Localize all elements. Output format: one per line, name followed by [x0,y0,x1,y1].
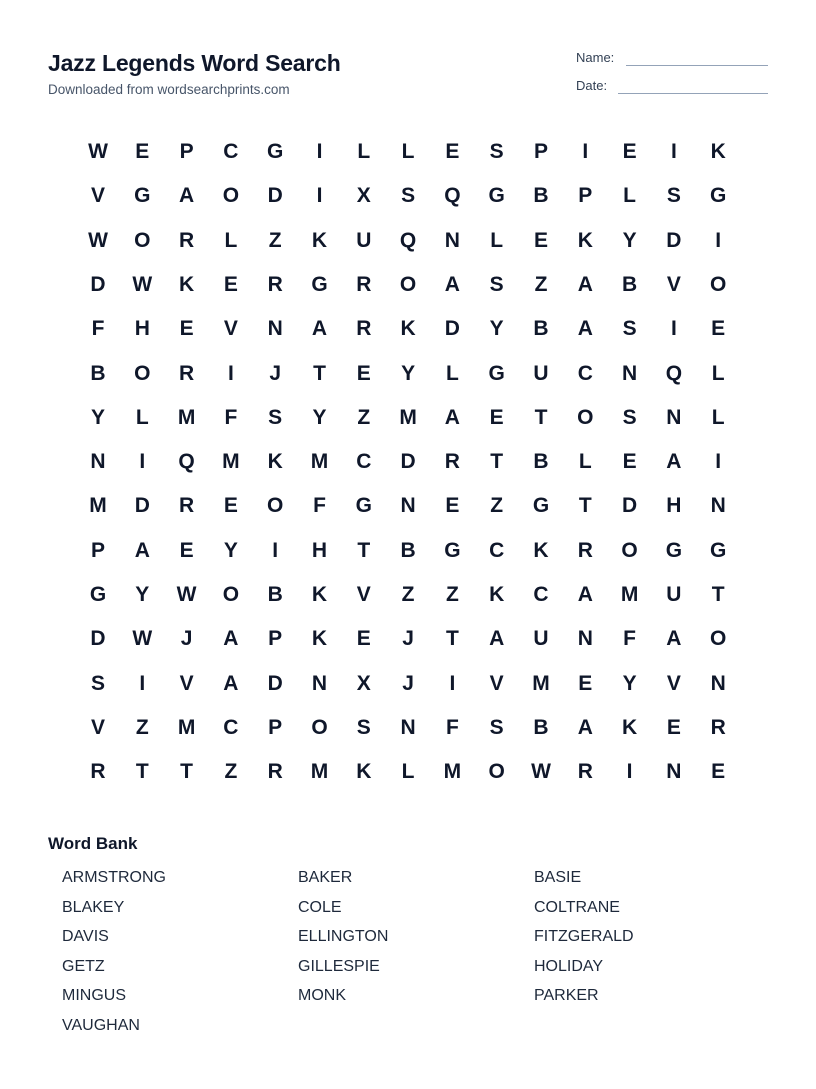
grid-letter[interactable]: D [90,627,106,651]
grid-letter[interactable]: O [134,361,151,385]
grid-letter[interactable]: I [227,361,234,385]
grid-letter[interactable]: Z [490,494,504,518]
grid-letter[interactable]: U [533,361,549,385]
grid-letter[interactable]: W [176,583,197,606]
grid-letter[interactable]: C [356,450,372,474]
grid-letter[interactable]: X [356,184,371,208]
grid-letter[interactable]: F [623,627,636,651]
word-bank-item: PARKER [534,987,599,1005]
grid-letter[interactable]: N [710,671,726,695]
grid-letter[interactable]: S [489,272,504,296]
grid-letter[interactable]: Z [357,405,371,429]
grid-letter[interactable]: T [711,583,725,606]
grid-letter[interactable]: E [622,450,637,474]
grid-letter[interactable]: K [179,272,195,296]
grid-letter[interactable]: A [134,538,150,562]
grid-letter[interactable]: H [666,494,682,518]
grid-letter[interactable]: I [272,538,279,562]
grid-letter[interactable]: G [710,184,727,208]
grid-letter[interactable]: J [402,627,414,651]
grid-letter[interactable]: V [489,671,504,695]
grid-letter[interactable]: G [710,538,727,562]
grid-letter[interactable]: C [577,361,593,385]
grid-letter[interactable]: F [224,405,238,429]
grid-letter[interactable]: C [489,538,505,562]
grid-letter[interactable]: E [445,140,460,163]
grid-letter[interactable]: L [711,405,725,429]
grid-letter[interactable]: H [311,538,328,562]
grid-letter[interactable]: B [533,450,549,474]
grid-letter[interactable]: B [533,715,549,739]
name-field[interactable] [576,50,768,68]
grid-letter[interactable]: D [267,184,283,208]
grid-letter[interactable]: O [710,627,727,651]
grid-letter[interactable]: K [710,140,726,163]
grid-letter[interactable]: C [223,715,239,739]
date-line[interactable] [618,93,768,94]
grid-letter[interactable]: V [666,671,681,695]
grid-letter[interactable]: E [711,760,726,784]
grid-letter[interactable]: O [577,405,594,429]
grid-letter[interactable]: E [666,715,681,739]
grid-letter[interactable]: N [710,494,726,518]
grid-letter[interactable]: Y [135,583,150,606]
grid-letter[interactable]: W [132,627,153,651]
word-bank-item: GILLESPIE [298,957,380,975]
grid-letter[interactable]: A [489,627,505,651]
grid-letter[interactable]: V [90,715,105,739]
grid-letter[interactable]: M [222,450,240,474]
grid-letter[interactable]: M [620,583,639,606]
grid-letter[interactable]: B [400,538,416,562]
grid-letter[interactable]: N [622,361,638,385]
grid-letter[interactable]: J [269,361,282,385]
grid-letter[interactable]: R [179,494,195,518]
grid-letter[interactable]: G [488,361,505,385]
word-bank-item: HOLIDAY [534,957,604,975]
grid-letter[interactable]: V [356,583,371,606]
grid-letter[interactable]: Z [135,715,149,739]
word-bank-item: COLE [298,898,342,916]
grid-letter[interactable]: J [402,671,414,695]
grid-letter[interactable]: G [488,184,505,208]
grid-letter[interactable]: I [626,760,633,784]
grid-letter[interactable]: K [311,583,328,606]
grid-letter[interactable]: E [223,272,238,296]
grid-letter[interactable]: A [223,671,239,695]
grid-letter[interactable]: G [311,272,328,296]
grid-letter[interactable]: F [445,715,459,739]
grid-letter[interactable]: B [90,361,106,385]
grid-letter[interactable]: G [134,184,151,208]
grid-letter[interactable]: N [666,760,682,784]
grid-letter[interactable]: L [711,361,725,385]
grid-letter[interactable]: V [179,671,194,695]
grid-letter[interactable]: K [311,627,328,651]
grid-letter[interactable]: I [449,671,456,695]
grid-letter[interactable]: K [577,228,593,252]
grid-letter[interactable]: E [622,140,637,163]
grid-letter[interactable]: C [533,583,549,606]
grid-letter[interactable]: D [134,494,150,518]
grid-letter[interactable]: S [401,184,416,208]
page-subtitle: Downloaded from wordsearchprints.com [48,82,290,97]
grid-letter[interactable]: A [311,317,328,341]
grid-letter[interactable]: P [268,627,283,651]
grid-letter[interactable]: G [89,583,107,606]
grid-letter[interactable]: M [89,494,107,518]
grid-letter[interactable]: O [222,184,240,208]
word-bank-item: ELLINGTON [298,928,389,946]
grid-letter[interactable]: I [670,317,677,341]
grid-letter[interactable]: N [400,494,416,518]
grid-letter[interactable]: Q [444,184,461,208]
grid-letter[interactable]: A [577,272,593,296]
grid-letter[interactable]: K [267,450,283,474]
grid-letter[interactable]: R [577,760,593,784]
grid-letter[interactable]: G [665,538,683,562]
grid-letter[interactable]: F [91,317,105,341]
grid-letter[interactable]: B [622,272,638,296]
grid-letter[interactable]: S [356,715,371,739]
word-bank-item: BASIE [534,869,582,886]
word-bank-item: DAVIS [62,928,109,946]
grid-letter[interactable]: S [489,140,504,163]
grid-letter[interactable]: Y [622,671,637,695]
grid-letter[interactable]: B [267,583,283,606]
grid-letter[interactable]: L [357,140,371,163]
word-bank-item: ARMSTRONG [62,869,166,886]
grid-letter[interactable]: N [444,228,460,252]
grid-letter[interactable]: M [177,715,196,739]
grid-letter[interactable]: R [444,450,460,474]
grid-letter[interactable]: E [711,317,726,341]
grid-letter[interactable]: N [666,405,682,429]
grid-letter[interactable]: O [488,760,505,784]
grid-letter[interactable]: K [400,317,416,341]
grid-letter[interactable]: Y [90,405,105,429]
grid-letter[interactable]: A [223,627,239,651]
grid-letter[interactable]: S [666,184,681,208]
grid-letter[interactable]: D [400,450,416,474]
grid-letter[interactable]: Q [665,361,683,385]
grid-letter[interactable]: A [179,184,195,208]
grid-letter[interactable]: Y [312,405,327,429]
grid-letter[interactable]: P [578,184,593,208]
grid-letter[interactable]: D [666,228,682,252]
grid-letter[interactable]: B [533,317,549,341]
grid-letter[interactable]: T [313,361,326,385]
grid-letter[interactable]: R [267,760,283,784]
grid-letter[interactable]: F [313,494,326,518]
grid-letter[interactable]: R [179,361,195,385]
grid-letter[interactable]: O [621,538,638,562]
grid-letter[interactable]: Y [489,317,504,341]
grid-letter[interactable]: I [715,450,722,474]
grid-letter[interactable]: D [444,317,460,341]
grid-letter[interactable]: N [90,450,106,474]
grid-letter[interactable]: I [582,140,589,163]
grid-letter[interactable]: V [90,184,105,208]
word-bank-item: VAUGHAN [62,1017,140,1034]
grid-letter[interactable]: O [311,715,328,739]
page-title: Jazz Legends Word Search [48,50,341,76]
grid-letter[interactable]: M [443,760,462,784]
grid-letter[interactable]: S [622,317,637,341]
grid-letter[interactable]: Q [399,228,417,252]
grid-letter[interactable]: O [710,272,727,296]
grid-letter[interactable]: V [666,272,681,296]
grid-letter[interactable]: S [622,405,637,429]
grid-letter[interactable]: Y [401,361,416,385]
grid-letter[interactable]: E [179,317,194,341]
grid-letter[interactable]: M [399,405,417,429]
grid-letter[interactable]: U [356,228,372,252]
date-label: Date: [576,78,608,93]
grid-letter[interactable]: X [356,671,371,695]
grid-letter[interactable]: I [316,184,323,208]
grid-letter[interactable]: I [715,228,722,252]
grid-letter[interactable]: M [310,450,329,474]
grid-letter[interactable]: D [622,494,638,518]
grid-letter[interactable]: R [356,317,372,341]
grid-letter[interactable]: H [134,317,150,341]
grid-letter[interactable]: I [139,450,146,474]
word-bank-item: MONK [298,987,346,1005]
grid-letter[interactable]: K [311,228,328,252]
grid-letter[interactable]: A [577,583,593,606]
grid-letter[interactable]: D [267,671,283,695]
word-bank-title: Word Bank [48,834,138,853]
grid-letter[interactable]: E [578,671,593,695]
grid-letter[interactable]: G [355,494,372,518]
grid-letter[interactable]: S [268,405,283,429]
grid-letter[interactable]: W [88,140,108,163]
grid-letter[interactable]: L [224,228,238,252]
grid-letter[interactable]: Z [534,272,548,296]
letter-grid [76,130,740,794]
grid-letter[interactable]: P [90,538,105,562]
grid-letter[interactable]: W [531,760,551,784]
grid-letter[interactable]: O [399,272,417,296]
grid-letter[interactable]: K [622,715,638,739]
grid-letter[interactable]: S [489,715,504,739]
grid-letter[interactable]: W [88,228,108,252]
grid-letter[interactable]: I [316,140,323,163]
word-bank-item: FITZGERALD [534,928,634,946]
grid-letter[interactable]: T [445,627,459,651]
grid-letter[interactable]: L [135,405,149,429]
grid-letter[interactable]: A [444,272,460,296]
grid-letter[interactable]: Z [401,583,415,606]
grid-letter[interactable]: N [400,715,416,739]
grid-letter[interactable]: L [401,140,415,163]
grid-letter[interactable]: Z [268,228,282,252]
grid-letter[interactable]: T [135,760,149,784]
grid-letter[interactable]: L [401,760,415,784]
grid-letter[interactable]: K [489,583,505,606]
grid-letter[interactable]: T [490,450,504,474]
grid-letter[interactable]: I [670,140,677,163]
grid-letter[interactable]: T [180,760,193,784]
grid-letter[interactable]: R [710,715,726,739]
grid-letter[interactable]: A [444,405,460,429]
grid-letter[interactable]: Y [223,538,238,562]
grid-letter[interactable]: M [310,760,329,784]
grid-letter[interactable]: Z [445,583,459,606]
grid-letter[interactable]: A [666,627,682,651]
grid-letter[interactable]: E [533,228,548,252]
name-label: Name: [576,50,615,65]
grid-letter[interactable]: E [445,494,460,518]
grid-letter[interactable]: P [533,140,548,163]
grid-letter[interactable]: L [490,228,504,252]
date-field[interactable] [576,78,768,96]
grid-letter[interactable]: E [179,538,194,562]
grid-letter[interactable]: M [532,671,550,695]
grid-letter[interactable]: I [139,671,146,695]
grid-letter[interactable]: Z [224,760,238,784]
word-bank-item: GETZ [62,957,105,975]
grid-letter[interactable]: U [533,627,549,651]
grid-letter[interactable]: Q [178,450,195,474]
grid-letter[interactable]: N [577,627,593,651]
grid-letter[interactable]: L [578,450,592,474]
grid-letter[interactable]: B [533,184,549,208]
grid-letter[interactable]: P [179,140,194,163]
word-bank-item: BAKER [298,869,353,886]
grid-letter[interactable]: R [267,272,283,296]
grid-letter[interactable]: E [356,627,371,651]
grid-letter[interactable]: G [267,140,284,163]
grid-letter[interactable]: R [179,228,195,252]
grid-letter[interactable]: W [132,272,153,296]
grid-letter[interactable]: E [356,361,371,385]
grid-letter[interactable]: Y [622,228,637,252]
grid-letter[interactable]: T [534,405,548,429]
grid-letter[interactable]: K [356,760,372,784]
grid-letter[interactable]: T [357,538,371,562]
word-bank-item: COLTRANE [534,898,620,916]
grid-letter[interactable]: N [311,671,328,695]
grid-letter[interactable]: R [356,272,372,296]
grid-letter[interactable]: S [90,671,105,695]
grid-letter[interactable]: A [666,450,682,474]
grid-letter[interactable]: L [445,361,459,385]
grid-letter[interactable]: C [223,140,239,163]
grid-letter[interactable]: G [532,494,550,518]
grid-letter[interactable]: T [578,494,592,518]
grid-letter[interactable]: D [90,272,106,296]
grid-letter[interactable]: E [223,494,238,518]
grid-letter[interactable]: A [577,715,593,739]
grid-letter[interactable]: E [135,140,150,163]
grid-letter[interactable]: M [177,405,196,429]
grid-letter[interactable]: P [268,715,283,739]
grid-letter[interactable]: E [489,405,504,429]
grid-letter[interactable]: R [577,538,593,562]
grid-letter[interactable]: J [180,627,193,651]
grid-letter[interactable]: U [666,583,682,606]
grid-letter[interactable]: R [90,760,106,784]
grid-letter[interactable]: A [577,317,593,341]
word-bank-item: BLAKEY [62,898,125,916]
name-line[interactable] [626,65,768,66]
grid-letter[interactable]: G [444,538,461,562]
grid-letter[interactable]: V [223,317,238,341]
grid-letter[interactable]: O [267,494,284,518]
word-bank-item: MINGUS [62,987,126,1005]
grid-letter[interactable]: L [623,184,636,208]
grid-letter[interactable]: N [267,317,283,341]
grid-letter[interactable]: O [222,583,240,606]
grid-letter[interactable]: O [134,228,151,252]
grid-letter[interactable]: K [533,538,549,562]
